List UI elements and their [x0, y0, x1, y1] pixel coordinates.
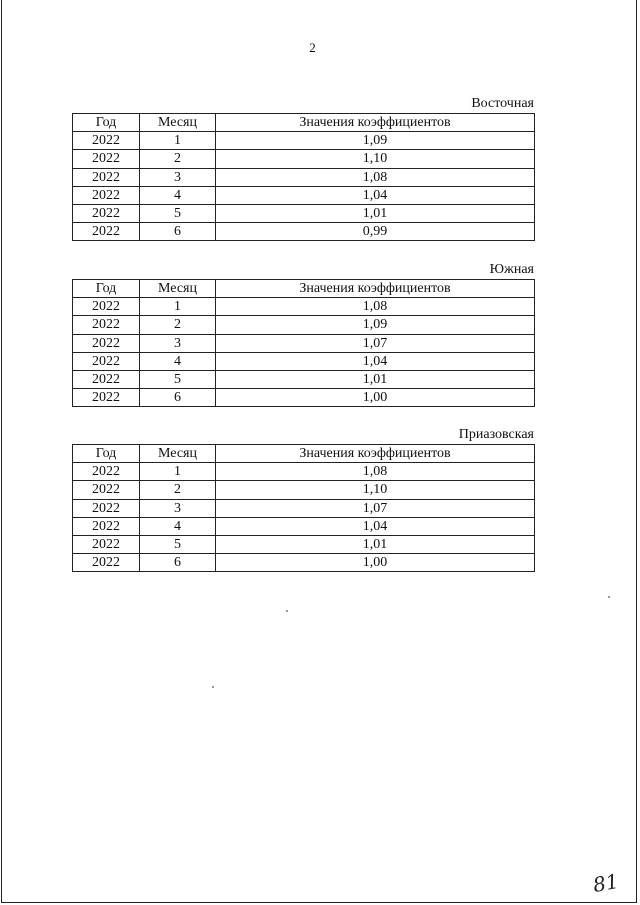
table-row: [73, 389, 535, 407]
cell-month: 5: [140, 370, 216, 388]
cell-value: 1,01: [216, 370, 535, 388]
column-header-month: Месяц: [140, 280, 216, 298]
page-number: 2: [309, 40, 316, 55]
table-row: [73, 554, 535, 572]
scan-speck: [608, 596, 610, 598]
cell-year: 2022: [73, 352, 140, 370]
cell-year: 2022: [73, 499, 140, 517]
cell-month: 3: [140, 499, 216, 517]
table-header-row: [73, 114, 535, 132]
table-row: [73, 298, 535, 316]
cell-year: 2022: [73, 204, 140, 222]
block-title: Восточная: [471, 96, 534, 111]
coefficient-table: [72, 279, 535, 407]
column-header-value: Значения коэффициентов: [216, 280, 535, 298]
cell-month: 4: [140, 186, 216, 204]
cell-month: 2: [140, 316, 216, 334]
table-row: [73, 150, 535, 168]
table-row: [73, 370, 535, 388]
cell-value: 1,01: [216, 535, 535, 553]
table-row: [73, 186, 535, 204]
column-header-year: Год: [73, 114, 140, 132]
coefficient-block-yuzhnaya: [72, 261, 534, 407]
cell-value: 1,00: [216, 554, 535, 572]
cell-year: 2022: [73, 132, 140, 150]
coefficient-block-priazovskaya: [72, 426, 534, 572]
cell-year: 2022: [73, 150, 140, 168]
cell-month: 1: [140, 298, 216, 316]
table-row: [73, 168, 535, 186]
cell-year: 2022: [73, 481, 140, 499]
cell-value: 1,08: [216, 298, 535, 316]
cell-month: 1: [140, 463, 216, 481]
cell-year: 2022: [73, 389, 140, 407]
table-row: [73, 481, 535, 499]
coefficient-table: [72, 444, 535, 572]
cell-value: 1,10: [216, 481, 535, 499]
cell-month: 5: [140, 535, 216, 553]
scan-speck: [286, 610, 288, 612]
cell-year: 2022: [73, 186, 140, 204]
table-header-row: [73, 280, 535, 298]
table-row: [73, 223, 535, 241]
scan-speck: [212, 686, 214, 688]
cell-month: 4: [140, 517, 216, 535]
table-row: [73, 463, 535, 481]
table-row: [73, 517, 535, 535]
cell-month: 6: [140, 554, 216, 572]
cell-year: 2022: [73, 168, 140, 186]
cell-month: 6: [140, 389, 216, 407]
table-row: [73, 132, 535, 150]
cell-month: 6: [140, 223, 216, 241]
coefficient-table: [72, 113, 535, 241]
cell-value: 1,08: [216, 168, 535, 186]
cell-year: 2022: [73, 370, 140, 388]
table-row: [73, 499, 535, 517]
cell-month: 4: [140, 352, 216, 370]
column-header-year: Год: [73, 280, 140, 298]
cell-month: 1: [140, 132, 216, 150]
cell-year: 2022: [73, 535, 140, 553]
cell-value: 1,00: [216, 389, 535, 407]
block-title: Южная: [489, 262, 534, 277]
cell-year: 2022: [73, 517, 140, 535]
cell-value: 1,04: [216, 517, 535, 535]
cell-value: 1,04: [216, 186, 535, 204]
cell-value: 1,01: [216, 204, 535, 222]
cell-month: 2: [140, 150, 216, 168]
column-header-value: Значения коэффициентов: [216, 114, 535, 132]
cell-month: 5: [140, 204, 216, 222]
coefficient-block-vostochnaya: [72, 95, 534, 241]
cell-value: 0,99: [216, 223, 535, 241]
handwritten-signature: 81: [590, 868, 620, 898]
column-header-month: Месяц: [140, 445, 216, 463]
cell-month: 3: [140, 334, 216, 352]
column-header-year: Год: [73, 445, 140, 463]
cell-month: 2: [140, 481, 216, 499]
table-row: [73, 316, 535, 334]
cell-year: 2022: [73, 316, 140, 334]
cell-value: 1,08: [216, 463, 535, 481]
cell-value: 1,07: [216, 499, 535, 517]
table-row: [73, 535, 535, 553]
cell-year: 2022: [73, 463, 140, 481]
cell-month: 3: [140, 168, 216, 186]
column-header-value: Значения коэффициентов: [216, 445, 535, 463]
block-title: Приазовская: [458, 427, 534, 442]
table-row: [73, 204, 535, 222]
column-header-month: Месяц: [140, 114, 216, 132]
cell-value: 1,07: [216, 334, 535, 352]
cell-value: 1,09: [216, 132, 535, 150]
cell-value: 1,09: [216, 316, 535, 334]
cell-year: 2022: [73, 334, 140, 352]
table-header-row: [73, 445, 535, 463]
cell-year: 2022: [73, 298, 140, 316]
cell-value: 1,10: [216, 150, 535, 168]
table-row: [73, 334, 535, 352]
cell-value: 1,04: [216, 352, 535, 370]
cell-year: 2022: [73, 223, 140, 241]
cell-year: 2022: [73, 554, 140, 572]
table-row: [73, 352, 535, 370]
